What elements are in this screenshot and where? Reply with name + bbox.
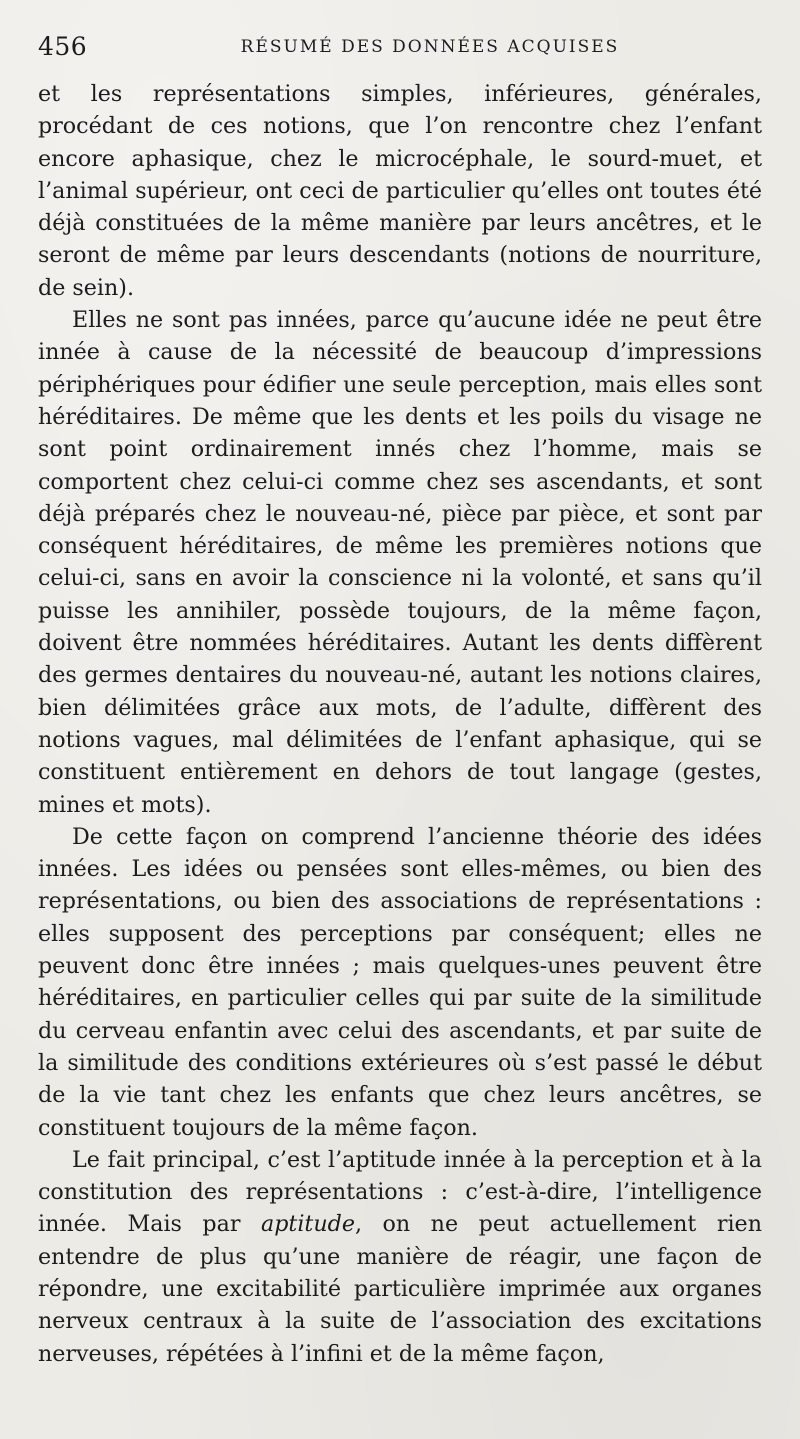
paragraph-continued: et les représentations simples, inférieures, générales, procédant de ces notions, que l’on rencontre chez l’enfant encore aphasique, chez le microcéphale, le sourd-muet, et l’animal supérieur, ont ceci de particulier qu’elles ont toutes été déjà constituées de la même manière par leurs ancêtres, et le seront de même par leurs descendants (notions de nourriture, de sein). (38, 81, 762, 301)
paragraph: De cette façon on comprend l’ancienne théorie des idées innées. Les idées ou pensées sont elles-mêmes, ou bien des représentations, ou bien des associations de représentations : elles supposent des perceptions par conséquent; elles ne peuvent donc être innées ; mais quelques-unes peuvent être héréditaires, en particulier celles qui par suite de la similitude du cerveau enfantin avec celui des ascendants, et par suite de la similitude des conditions extérieures où s’est passé le début de la vie tant chez les enfants que chez leurs ancêtres, se constituent toujours de la même façon. (38, 823, 762, 1141)
paragraph-text: , on ne peut actuellement rien entendre de plus qu’une manière de réagir, une façon de répondre, une excitabilité particulière imprimée aux organes nerveux centraux à la suite de l’association des excitations nerveuses, répétées à l’infini et de la même façon, (38, 1211, 762, 1367)
paragraph: Elles ne sont pas innées, parce qu’aucune idée ne peut être innée à cause de la nécessité de beaucoup d’impressions périphériques pour édifier une seule perception, mais elles sont héréditaires. De même que les dents et les poils du visage ne sont point ordinairement innés chez l’homme, mais se comportent chez celui-ci comme chez ses ascendants, et sont déjà préparés chez le nouveau-né, pièce par pièce, et sont par conséquent héréditaires, de même les premières notions que celui-ci, sans en avoir la conscience ni la volonté, et sans qu’il puisse les annihiler, possède toujours, de la même façon, doivent être nommées héréditaires. Autant les dents diffèrent des germes dentaires du nouveau-né, autant les notions claires, bien délimitées grâce aux mots, de l’adulte, diffèrent des notions vagues, mal délimitées de l’enfant aphasique, qui se constituent entièrement en dehors de tout langage (gestes, mines et mots). (38, 307, 762, 818)
emphasized-word: aptitude (260, 1211, 355, 1238)
paragraph (38, 1144, 762, 1370)
paragraph-text: Le fait principal, c’est l’aptitude innée à la perception et à la constitution des représentations : c’est-à-dire, l’intelligence innée. Mais par (38, 1146, 762, 1238)
page-number: 456 (38, 32, 88, 61)
body-text (38, 78, 762, 1370)
running-head (38, 30, 762, 70)
running-title: RÉSUMÉ DES DONNÉES ACQUISES (240, 37, 620, 57)
